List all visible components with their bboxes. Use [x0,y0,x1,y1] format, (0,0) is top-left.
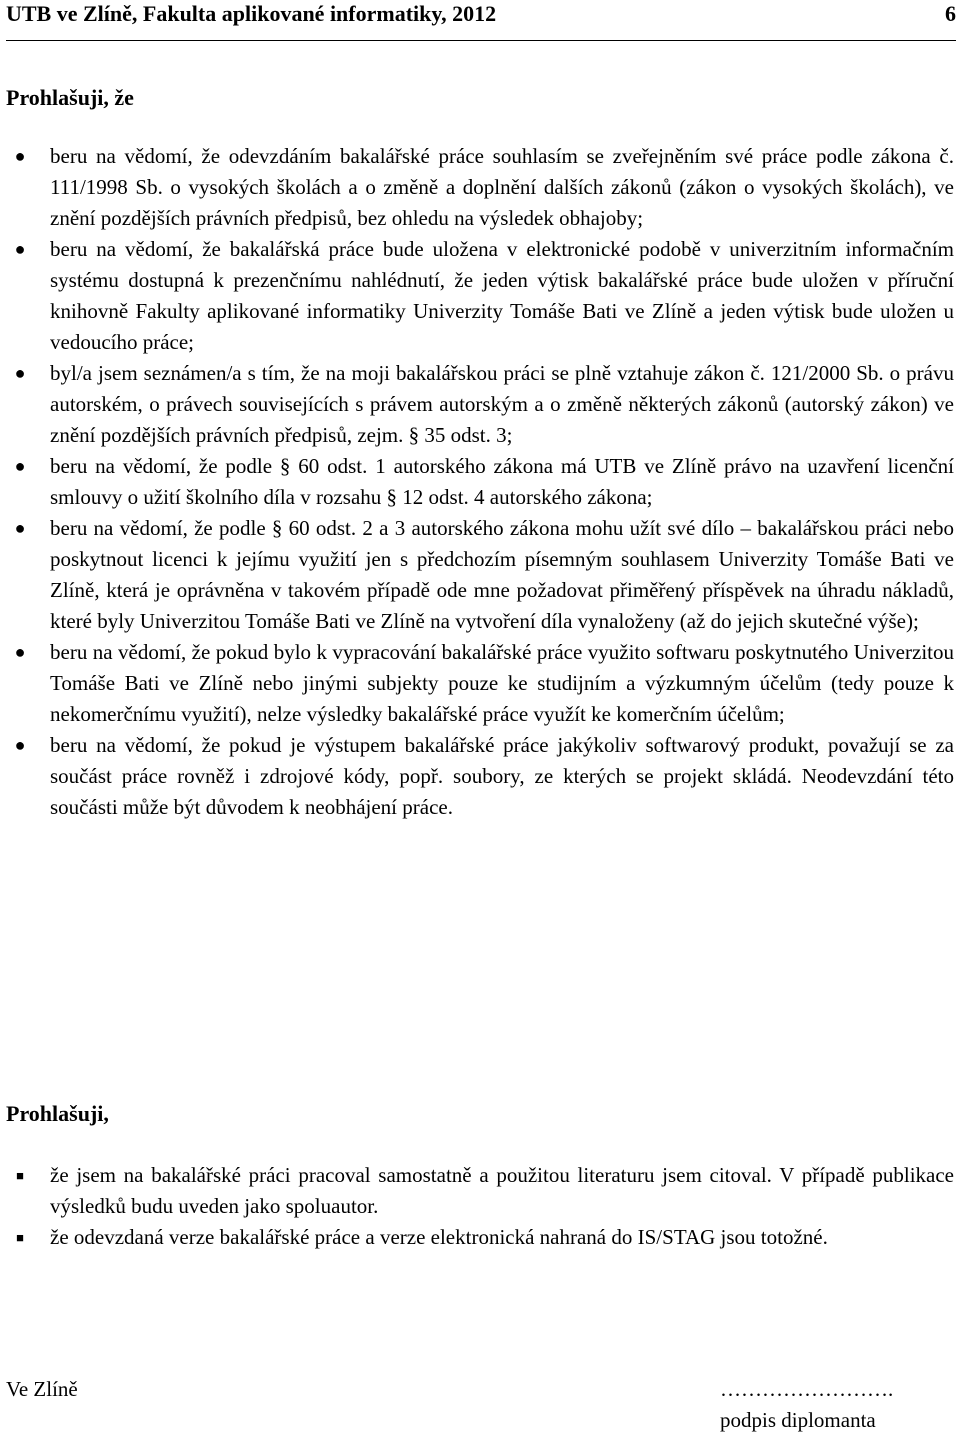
list-item [0,1160,960,1222]
list-item-text: beru na vědomí, že bakalářská práce bude uložena v elektronické podobě v univerzitním informačním systému dostupná k prezenčnímu nahlédnutí, že jeden výtisk bakalářské práce bude uložen v příruční knihovně Fakulty aplikované informatiky Univerzity Tomáše Bati ve Zlíně a jeden výtisk bude uložen u vedoucího práce; [50,237,954,354]
list-item [0,730,960,823]
bullet-icon: ● [14,518,26,538]
list-item-text: beru na vědomí, že podle § 60 odst. 1 autorského zákona má UTB ve Zlíně právo na uzavření licenční smlouvy o užití školního díla v rozsahu § 12 odst. 4 autorského zákona; [50,454,954,509]
list-item [0,451,960,513]
list-item [0,1222,960,1253]
header-title: UTB ve Zlíně, Fakulta aplikované informatiky, 2012 [6,1,497,26]
signature-label: podpis diplomanta [720,1408,876,1432]
running-header [6,0,956,41]
page-number: 6 [945,1,956,26]
bullet-icon: ● [14,456,26,476]
signature-block [720,1374,940,1436]
place-label: Ve Zlíně [6,1377,78,1401]
bullet-icon: ● [14,239,26,259]
bullet-icon: ● [14,146,26,166]
author-declaration-list [0,1160,960,1253]
section-heading-prohlasuji-ze: Prohlašuji, že [6,85,134,110]
section-heading-prohlasuji: Prohlašuji, [6,1101,109,1126]
list-item-text: byl/a jsem seznámen/a s tím, že na moji bakalářskou práci se plně vztahuje zákon č. 121/2000 Sb. o právu autorském, o právech souvisejících s právem autorským a o změně některých zákonů (autorský zákon) ve znění pozdějších právních předpisů, zejm. § 35 odst. 3; [50,361,954,447]
list-item-text: beru na vědomí, že odevzdáním bakalářské práce souhlasím se zveřejněním své práce podle zákona č. 111/1998 Sb. o vysokých školách a o změně a doplnění dalších zákonů (zákon o vysokých školách), ve znění pozdějších právních předpisů, bez ohledu na výsledek obhajoby; [50,144,954,230]
bullet-icon: ● [14,363,26,383]
list-item-text: beru na vědomí, že pokud bylo k vypracování bakalářské práce využito softwaru poskytnutého Univerzitou Tomáše Bati ve Zlíně nebo jinými subjekty pouze ke studijním a výzkumným účelům (tedy pouze k nekomerčnímu využití), nelze výsledky bakalářské práce využít ke komerčním účelům; [50,640,954,726]
list-item-text: beru na vědomí, že pokud je výstupem bakalářské práce jakýkoliv softwarový produkt, považují se za součást práce rovněž i zdrojové kódy, popř. soubory, ze kterých se projekt skládá. Neodevzdání této součásti může být důvodem k neobhájení práce. [50,733,954,819]
list-item-text: beru na vědomí, že podle § 60 odst. 2 a 3 autorského zákona mohu užít své dílo – bakalářskou práci nebo poskytnout licenci k jejímu využití jen s předchozím písemným souhlasem Univerzity Tomáše Bati ve Zlíně, která je oprávněna v takovém případě ode mne požadovat přiměřený příspěvek na úhradu nákladů, které byly Univerzitou Tomáše Bati ve Zlíně na vytvoření díla vynaloženy (až do jejich skutečné výše); [50,516,954,633]
square-bullet-icon: ■ [16,1230,24,1245]
square-bullet-icon: ■ [16,1168,24,1183]
list-item [0,141,960,234]
list-item [0,637,960,730]
list-item-text: že odevzdaná verze bakalářské práce a verze elektronická nahraná do IS/STAG jsou totožné. [50,1225,828,1249]
list-item [0,358,960,451]
bullet-icon: ● [14,642,26,662]
list-item [0,234,960,358]
bullet-icon: ● [14,735,26,755]
list-item [0,513,960,637]
list-item-text: že jsem na bakalářské práci pracoval samostatně a použitou literaturu jsem citoval. V případě publikace výsledků budu uveden jako spoluautor. [50,1163,954,1218]
declaration-list [0,141,960,823]
signature-line: ……………………. [720,1377,894,1401]
